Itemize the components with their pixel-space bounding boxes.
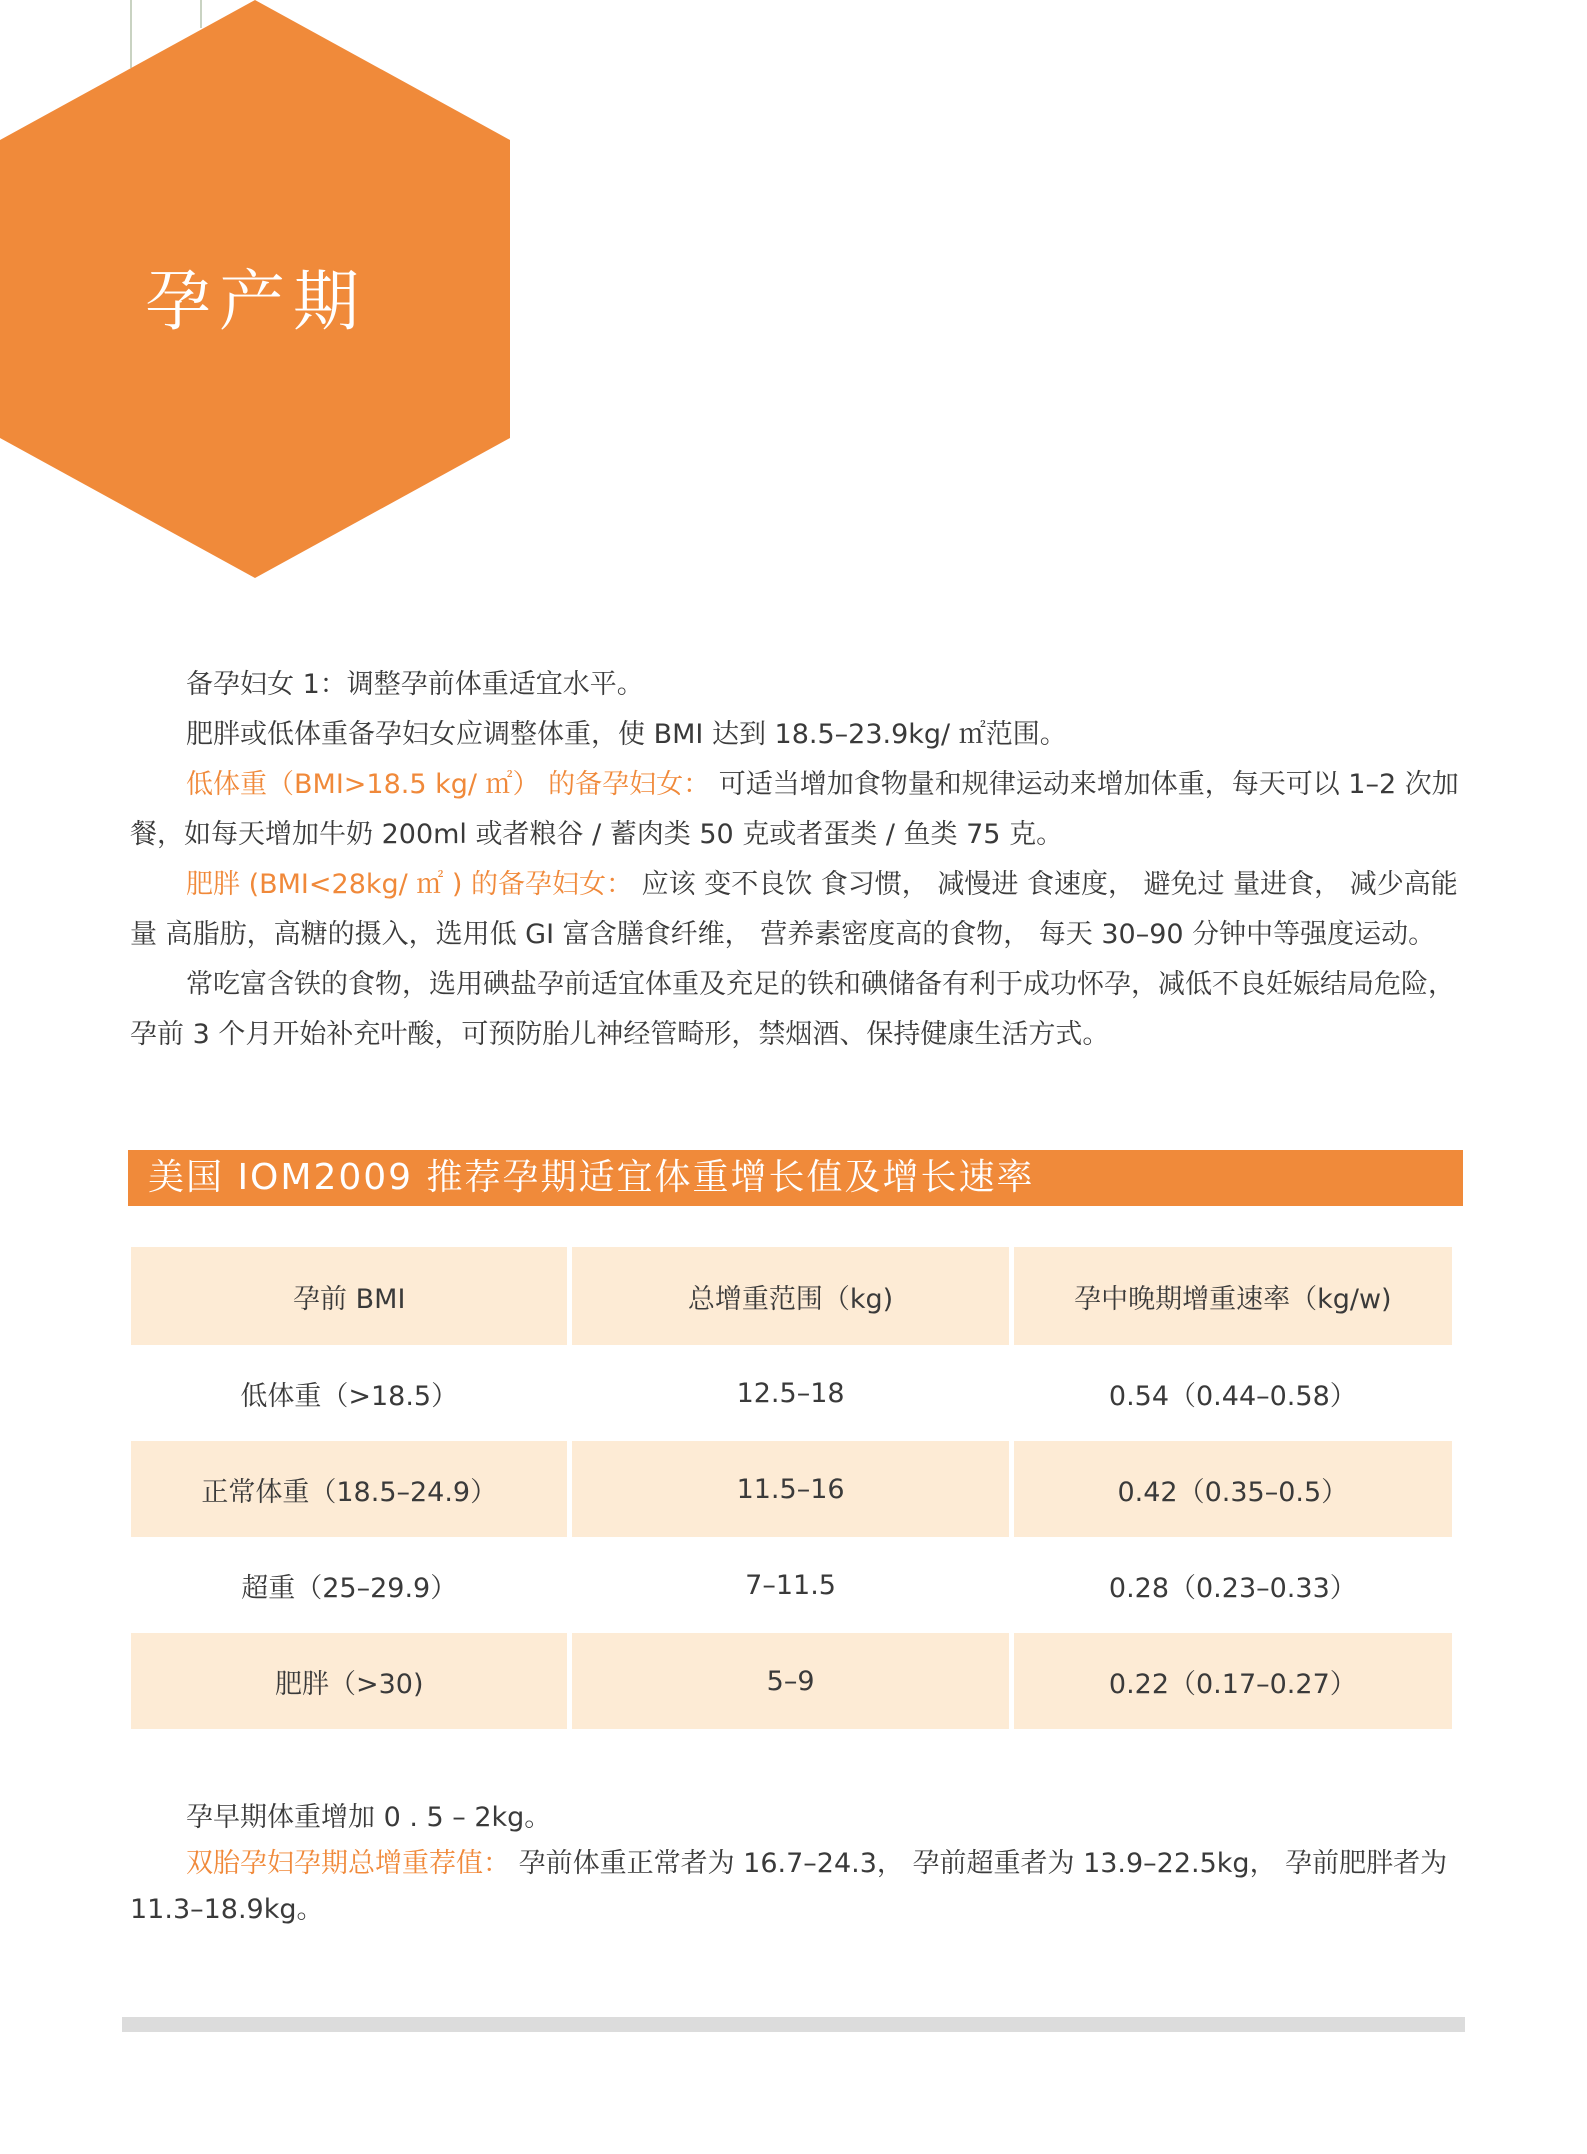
twin-label: 双胎孕妇孕期总增重荐值： [186, 1848, 510, 1879]
table-cell: 11.5–16 [572, 1441, 1008, 1537]
intro-text [130, 660, 1462, 1060]
table-header-gain-rate: 孕中晚期增重速率（kg/w) [1014, 1247, 1452, 1345]
notes-text [130, 1795, 1462, 1933]
intro-paragraph-3 [130, 760, 1462, 860]
underweight-label: 低体重（BMI>18.5 kg/ ㎡） 的备孕妇女： [186, 769, 711, 800]
note-early-pregnancy: 孕早期体重增加 0 . 5 – 2kg。 [186, 1802, 552, 1833]
table-row [131, 1633, 1452, 1729]
table-cell: 7–11.5 [745, 1569, 836, 1601]
intro-paragraph-1: 备孕妇女 1：调整孕前体重适宜水平。 [186, 669, 644, 700]
table-cell: 5–9 [572, 1633, 1008, 1729]
intro-paragraph-5: 常吃富含铁的食物，选用碘盐孕前适宜体重及充足的铁和碘储备有利于成功怀孕，减低不良妊娠结局危险， 孕前 3 个月开始补充叶酸，可预防胎儿神经管畸形，禁烟酒、保持健康生活方式。 [130, 969, 1455, 1050]
footer-divider [122, 2017, 1465, 2032]
table-cell: 12.5–18 [736, 1377, 845, 1409]
table-cell: 正常体重（18.5–24.9） [131, 1441, 567, 1537]
table-cell: 0.22（0.17–0.27） [1014, 1633, 1452, 1729]
weight-gain-table [126, 1247, 1457, 1729]
table-header-bmi: 孕前 BMI [131, 1247, 567, 1345]
table-header-total-gain: 总增重范围（kg) [572, 1247, 1008, 1345]
obese-label: 肥胖 (BMI<28kg/ ㎡ ) 的备孕妇女： [186, 869, 634, 900]
table-cell: 0.28（0.23–0.33） [1108, 1572, 1357, 1604]
section-title: 孕产期 [145, 263, 367, 340]
intro-paragraph-2: 肥胖或低体重备孕妇女应调整体重，使 BMI 达到 18.5–23.9kg/ ㎡范围。 [186, 719, 1067, 750]
table-cell: 肥胖（>30) [131, 1633, 567, 1729]
table-cell: 0.42（0.35–0.5） [1014, 1441, 1452, 1537]
table-row [131, 1345, 1452, 1441]
twin-text: 孕前体重正常者为 16.7–24.3， 孕前超重者为 13.9–22.5kg， 孕前肥胖者为 11.3–18.9kg。 [130, 1848, 1448, 1925]
table-row [131, 1537, 1452, 1633]
table-cell: 低体重（>18.5） [240, 1380, 459, 1412]
obese-text: 应该 变不良饮 食习惯， 减慢进 食速度， 避免过 量进食， 减少高能量 高脂肪，高糖的摄入，选用低 GI 富含膳食纤维， 营养素密度高的食物， 每天 30–90 分钟中等强度运动。 [130, 869, 1458, 950]
underweight-text: 可适当增加食物量和规律运动来增加体重，每天可以 1–2 次加餐，如每天增加牛奶 200ml 或者粮谷 / 蓄肉类 50 克或者蛋类 / 鱼类 75 克。 [130, 769, 1459, 850]
table-row [131, 1441, 1452, 1537]
table-cell: 0.54（0.44–0.58） [1108, 1380, 1357, 1412]
intro-paragraph-4 [130, 860, 1462, 960]
table-header-row [131, 1247, 1452, 1345]
note-twin-pregnancy [130, 1841, 1462, 1933]
table-title-banner: 美国 IOM2009 推荐孕期适宜体重增长值及增长速率 [128, 1150, 1463, 1206]
table-cell: 超重（25–29.9） [241, 1572, 458, 1604]
